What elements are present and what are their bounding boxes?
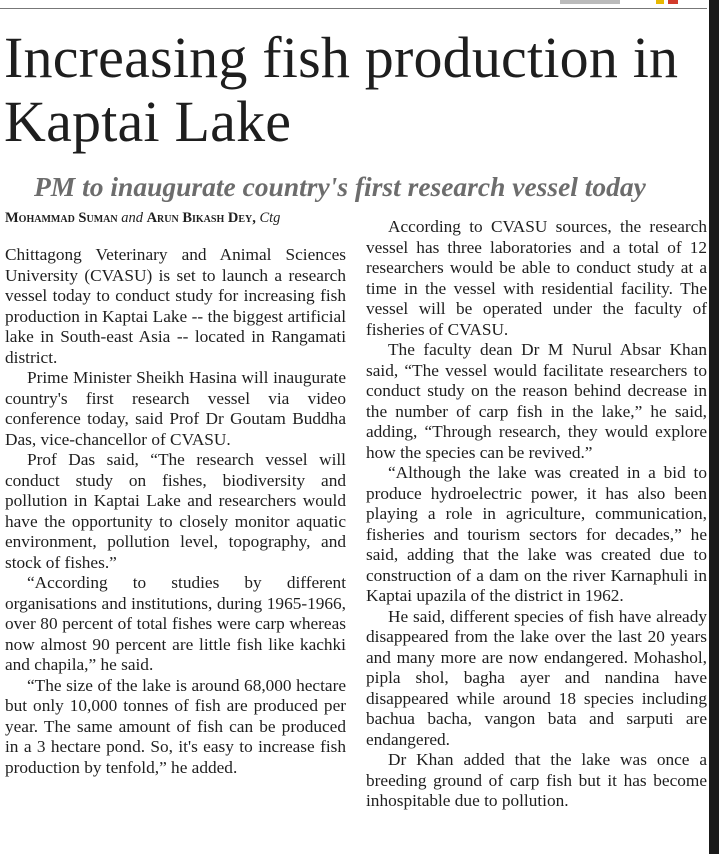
paragraph: Prof Das said, “The research vessel will conduct study on fishes, biodiversity and pollution in Kaptai Lake and researchers would have the opportunity to closely monitor aquatic environment, pollution level, topography, and stock of fishes.” bbox=[5, 450, 346, 572]
headline: Increasing fish production in Kaptai Lake bbox=[4, 25, 679, 154]
paragraph: Chittagong Veterinary and Animal Sciences University (CVASU) is set to launch a research vessel today to conduct study for increasing fish production in Kaptai Lake -- the biggest artificial lake in South-east Asia -- located in Rangamati district. bbox=[5, 245, 346, 367]
paragraph: Dr Khan added that the lake was once a breeding ground of carp fish but it has become inhospitable due to pollution. bbox=[366, 750, 707, 810]
subheadline: PM to inaugurate country's first research vessel today bbox=[34, 171, 646, 202]
page-edge-shadow bbox=[709, 0, 719, 854]
paragraph: The faculty dean Dr M Nurul Absar Khan said, “The vessel would facilitate researchers to conduct study on the reason behind decrease in the number of carp fish in the lake,” he said, adding, “Through research, they would explore how the species can be revived.” bbox=[366, 340, 707, 462]
top-rule bbox=[0, 8, 707, 9]
paragraph: “According to studies by different organisations and institutions, during 1965-1966, over 80 percent of total fishes were carp whereas now almost 90 percent are little fish like kachki and chapila,” he said. bbox=[5, 573, 346, 674]
author-name-2: Arun Bikash Dey, bbox=[146, 210, 256, 226]
paragraph: He said, different species of fish have already disappeared from the lake over the last 20 years and many more are now endangered. Mohashol, pipla shol, bagha ayer and nandina have disappeared while around 18 species including bachua bacha, vangon bata and sarputi are endangered. bbox=[366, 606, 707, 749]
clipped-masthead-fragment bbox=[560, 0, 680, 5]
paragraph: “Although the lake was created in a bid to produce hydroelectric power, it has also been playing a role in agriculture, communication, fisheries and tourism sectors for decades,” he said, adding that the lake was created due to construction of a dam on the river Karnaphuli in Kaptai upazila of the district in 1962. bbox=[366, 463, 707, 605]
byline-location: Ctg bbox=[259, 210, 281, 226]
paragraph: “The size of the lake is around 68,000 hectare but only 10,000 tonnes of fish are produced per year. The same amount of fish can be produced in a 3 hectare pond. So, it's easy to increase fish production by tenfold,” he added. bbox=[5, 675, 346, 777]
byline-conjunction: and bbox=[121, 210, 143, 226]
article-column-left bbox=[5, 245, 346, 778]
paragraph: According to CVASU sources, the research vessel has three laboratories and a total of 12 researchers would be able to conduct study at a time in the vessel with residential facility. The vessel will be operated under the faculty of fisheries of CVASU. bbox=[366, 217, 707, 339]
article-column-right bbox=[366, 217, 707, 812]
byline bbox=[5, 208, 360, 228]
author-name-1: Mohammad Suman bbox=[5, 210, 118, 226]
paragraph: Prime Minister Sheikh Hasina will inaugurate country's first research vessel via video conference today, said Prof Dr Goutam Buddha Das, vice-chancellor of CVASU. bbox=[5, 368, 346, 449]
